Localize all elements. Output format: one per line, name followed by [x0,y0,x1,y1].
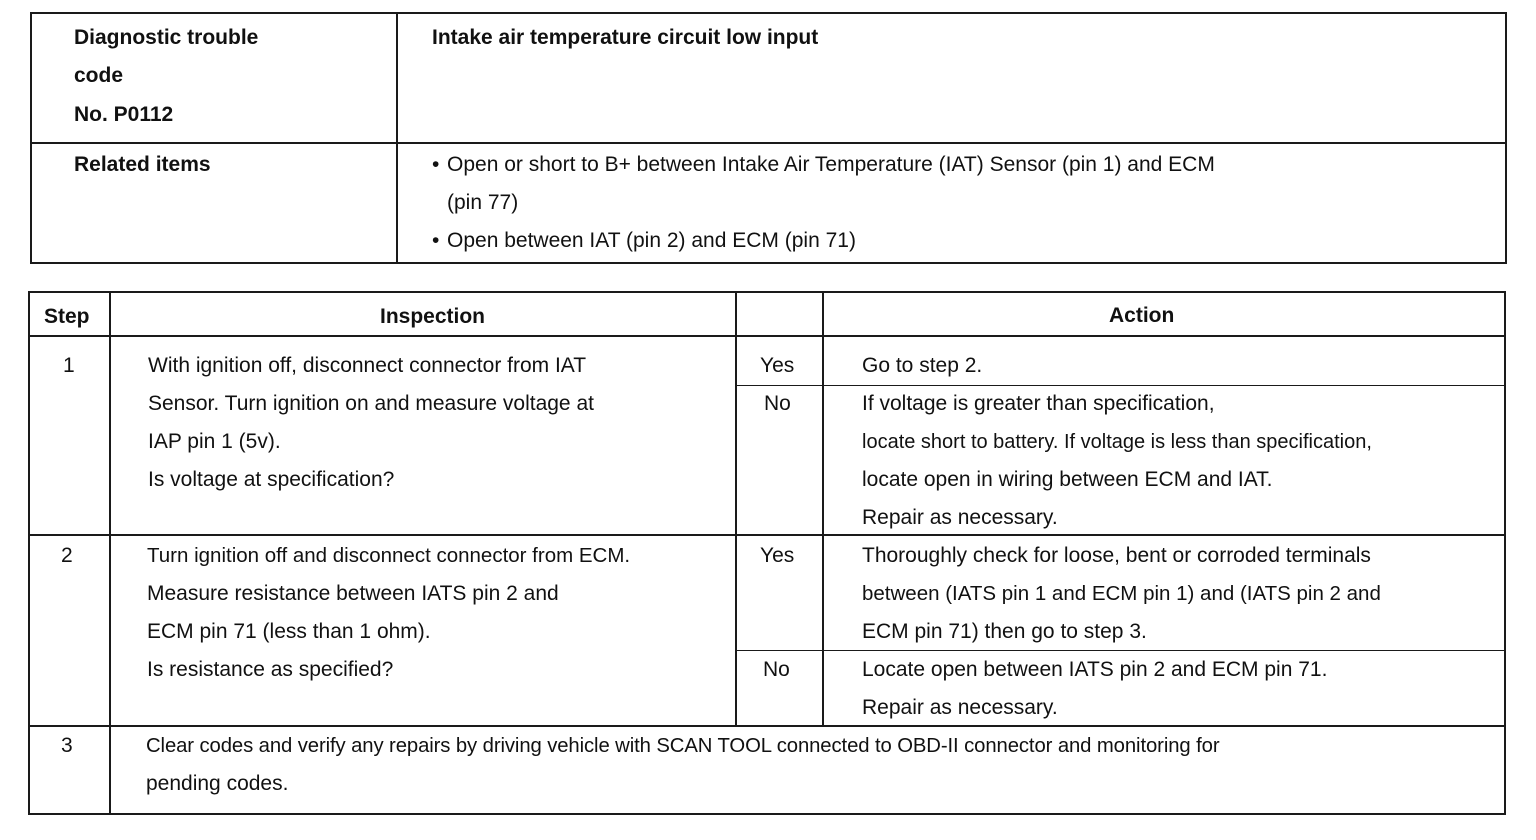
step-2-yes-action-line-1: Thoroughly check for loose, bent or corroded terminals [862,544,1371,567]
step-column-divider [109,291,111,815]
step-1-no-action-line-2: locate short to battery. If voltage is less than specification, [862,431,1372,453]
step-1-no-label: No [764,392,791,415]
header-step: Step [44,305,90,328]
step-1-inspection-line-1: With ignition off, disconnect connector from IAT [148,354,587,377]
related-item-1-line-1: Open or short to B+ between Intake Air Temperature (IAT) Sensor (pin 1) and ECM [447,153,1215,176]
step-2-number: 2 [61,544,73,567]
related-item-2-line-1: Open between IAT (pin 2) and ECM (pin 71) [447,229,856,252]
step-2-inspection-line-4: Is resistance as specified? [147,658,394,681]
inspection-column-divider [735,291,737,726]
related-items-label: Related items [74,153,211,176]
step-2-inspection-line-3: ECM pin 71 (less than 1 ohm). [147,620,431,643]
step-1-yes-label: Yes [760,354,795,377]
related-item-1-line-2: (pin 77) [447,191,519,214]
dtc-code-label-line-2: code [74,64,124,87]
header-row-divider [28,335,1506,337]
dtc-table-row-divider [30,142,1507,144]
header-inspection: Inspection [380,305,486,328]
dtc-code-label-line-1: Diagnostic trouble [74,26,259,49]
step-1-inspection-line-4: Is voltage at specification? [148,468,395,491]
step-1-no-action-line-3: locate open in wiring between ECM and IAT. [862,468,1273,491]
dtc-code-label-line-3: No. P0112 [74,103,174,126]
step-3-number: 3 [61,734,73,757]
step-2-inspection-line-1: Turn ignition off and disconnect connector from ECM. [147,544,631,567]
step-2-no-action-line-1: Locate open between IATS pin 2 and ECM pin 71. [862,658,1328,681]
step-1-no-action-line-4: Repair as necessary. [862,506,1058,529]
step-2-yes-action-line-2: between (IATS pin 1 and ECM pin 1) and (IATS pin 2 and [862,582,1381,605]
related-item-2-bullet: • [432,229,440,252]
step-1-inspection-line-2: Sensor. Turn ignition on and measure voltage at [148,392,594,415]
step-1-inspection-line-3: IAP pin 1 (5v). [148,430,281,453]
step-2-yes-action-line-3: ECM pin 71) then go to step 3. [862,620,1147,643]
step-2-no-label: No [763,658,790,681]
step-2-yes-label: Yes [760,544,795,567]
step-1-no-action-line-1: If voltage is greater than specification, [862,392,1215,415]
dtc-code-description: Intake air temperature circuit low input [432,26,819,49]
result-column-divider [822,291,824,726]
step-2-no-action-line-2: Repair as necessary. [862,696,1058,719]
step-2-inspection-line-2: Measure resistance between IATS pin 2 and [147,582,559,605]
step-1-yes-action-line-1: Go to step 2. [862,354,983,377]
step-1-number: 1 [63,354,75,377]
step-1-row-divider [28,534,1506,536]
dtc-table-column-divider [396,12,398,264]
related-item-1-bullet: • [432,153,440,176]
step-3-inspection-line-2: pending codes. [146,772,289,795]
step-3-inspection-line-1: Clear codes and verify any repairs by driving vehicle with SCAN TOOL connected to OBD-II connector and monitoring for [146,735,1220,757]
header-action: Action [1109,304,1175,327]
